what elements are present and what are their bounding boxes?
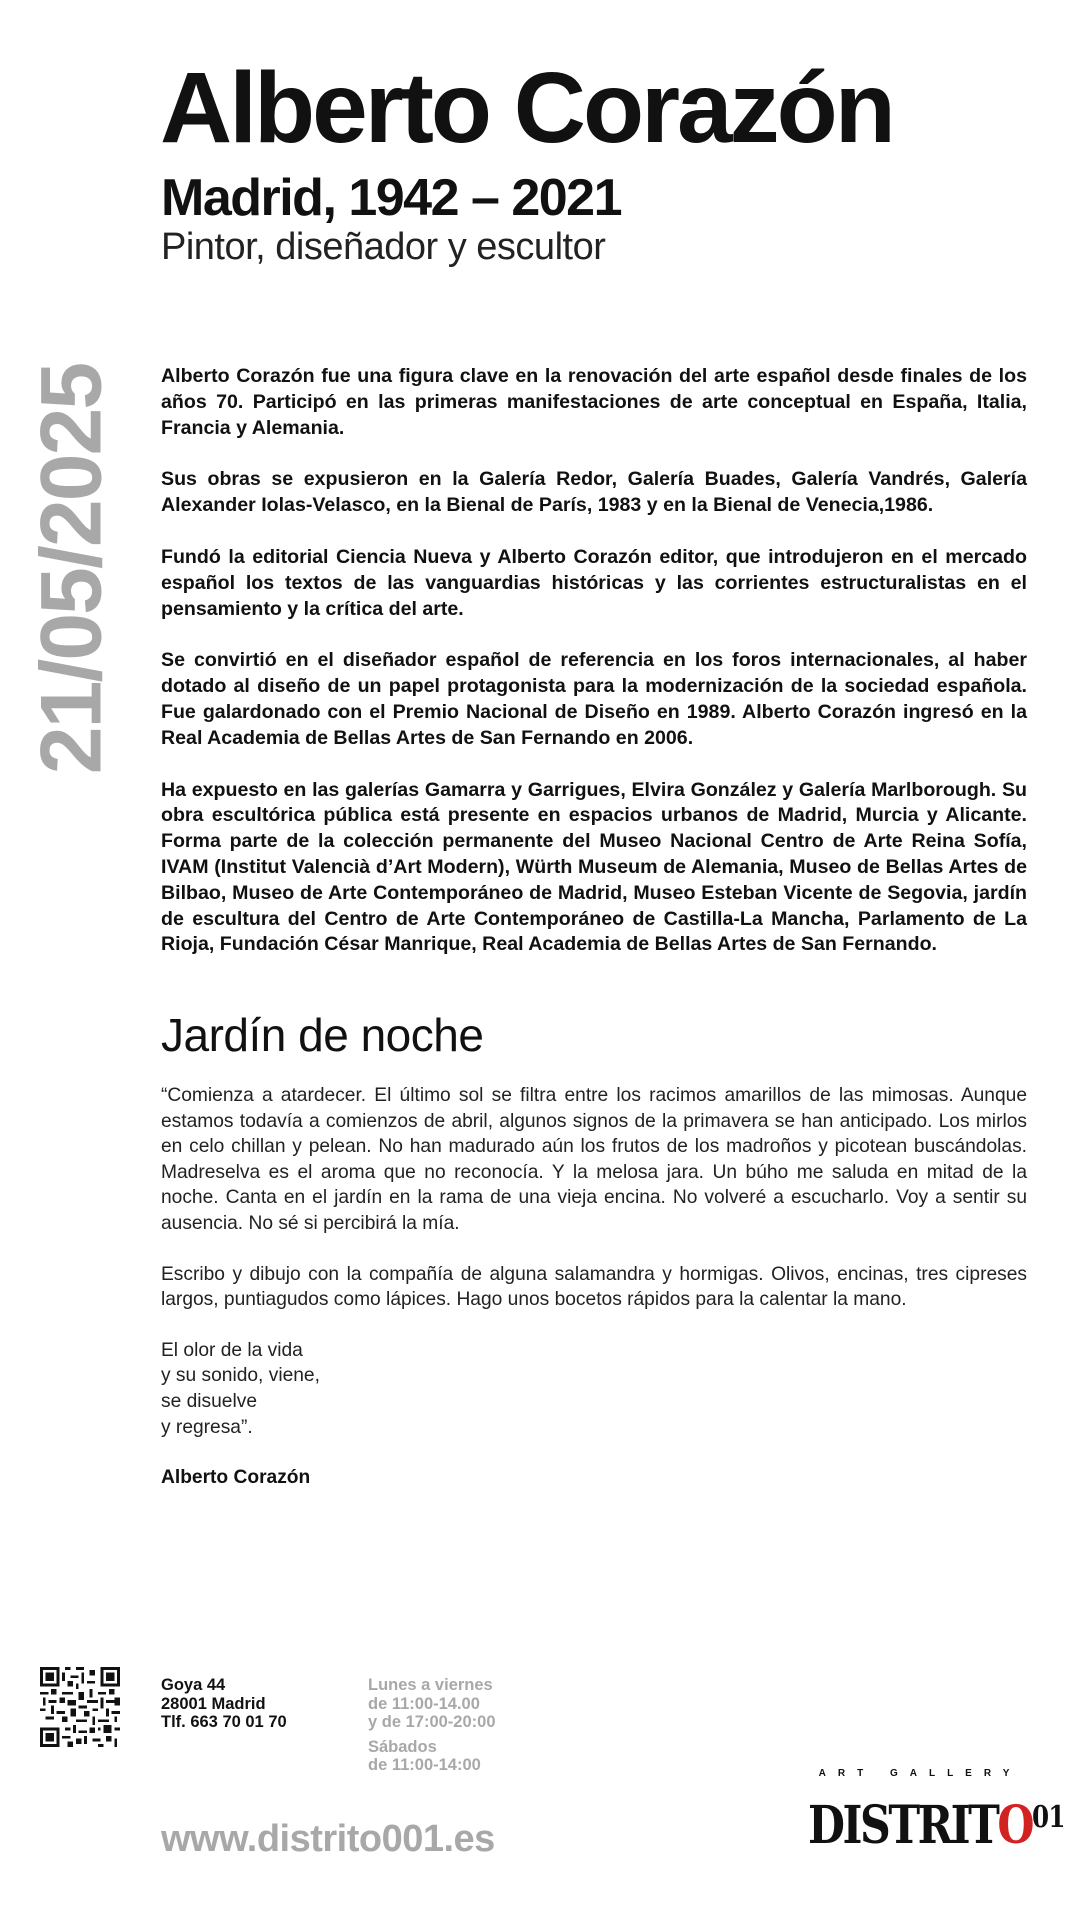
gallery-logo (808, 1768, 1065, 1860)
hours-line: y de 17:00-20:00 (368, 1713, 496, 1731)
bio-paragraph: Fundó la editorial Ciencia Nueva y Alberto Corazón editor, que introdujeron en el mercado español los textos de las vanguardias históricas y las corrientes estructuralistas en el pensamiento y la crítica del arte. (161, 545, 1027, 620)
hours-line: de 11:00-14:00 (368, 1756, 481, 1774)
verse-line: y su sonido, viene, (161, 1365, 320, 1387)
poem-text (161, 1083, 1027, 1516)
logo-wordmark (808, 1788, 1065, 1856)
logo-accent: O (997, 1795, 1033, 1856)
logo-tagline: ART GALLERY (818, 1768, 1022, 1779)
qr-code-icon[interactable] (40, 1667, 120, 1747)
poem-title: Jardín de noche (161, 1009, 484, 1061)
verse-line: El olor de la vida (161, 1339, 303, 1361)
bio-paragraph: Sus obras se expusieron en la Galería Redor, Galería Buades, Galería Vandrés, Galería Alexander Iolas-Velasco, en la Bienal de París, 1983 y en la Bienal de Venecia,1986. (161, 468, 1027, 517)
poem-verse (161, 1338, 1027, 1440)
logo-suffix: 01 (1032, 1800, 1065, 1835)
poem-paragraph: Escribo y dibujo con la compañía de alguna salamandra y hormigas. Olivos, encinas, tres cipreses largos, puntiagudos como lápices. Hago unos bocetos rápidos para la calentar la mano. (161, 1263, 1027, 1311)
artist-dates: Madrid, 1942 – 2021 (161, 169, 622, 227)
poem-paragraph: “Comienza a atardecer. El último sol se filtra entre los racimos amarillos de las mimosas. Aunque estamos todavía a comienzos de abril, algunos signos de la primavera se han anticipado. Los mirlos en celo chillan y pelean. No han madurado aún los frutos de los madroños y picotean buscándolas. Madreselva es el aroma que no reconocía. Y la melosa jara. Un búho me saluda en mitad de la noche. Canta en el jardín en la rama de una vieja encina. No volveré a escucharlo. Voy a sentir su ausencia. No sé si percibirá la mía. (161, 1085, 1027, 1234)
logo-text: DISTRIT (808, 1795, 998, 1856)
opening-hours (368, 1676, 496, 1775)
verse-line: y regresa”. (161, 1416, 253, 1438)
hours-line: de 11:00-14.00 (368, 1694, 480, 1713)
artist-role: Pintor, diseñador y escultor (161, 226, 606, 268)
bio-paragraph: Se convirtió en el diseñador español de referencia en los foros internacionales, al haber dotado al diseño de un papel protagonista para la modernización de la sociedad española. Fue galardonado con el Premio Nacional de Diseño en 1989. Alberto Corazón ingresó en la Real Academia de Bellas Artes de San Fernando en 2006. (161, 649, 1027, 749)
poem-author: Alberto Corazón (161, 1467, 311, 1489)
website-link[interactable]: www.distrito001.es (161, 1818, 495, 1860)
artist-name: Alberto Corazón (160, 52, 893, 164)
address-phone[interactable]: Tlf. 663 70 01 70 (161, 1713, 287, 1731)
biography (161, 364, 1027, 984)
hours-line: Sábados (368, 1737, 437, 1756)
bio-paragraph: Alberto Corazón fue una figura clave en la renovación del arte español desde finales de los años 70. Participó en las primeras manifestaciones de arte conceptual en España, Italia, Francia y Alemania. (161, 365, 1027, 439)
bio-paragraph: Ha expuesto en las galerías Gamarra y Garrigues, Elvira González y Galería Marlborough. Su obra escultórica pública está presente en espacios urbanos de Madrid, Murcia y Alicante. Forma parte de la colección permanente del Museo Nacional Centro de Arte Reina Sofía, IVAM (Institut Valencià d’Art Modern), Würth Museum de Alemania, Museo de Bellas Artes de Bilbao, Museo de Arte Contemporáneo de Madrid, Museo Esteban Vicente de Segovia, jardín de escultura del Centro de Arte Contemporáneo de Castilla-La Mancha, Parlamento de La Rioja, Fundación César Manrique, Real Academia de Bellas Artes de San Fernando. (161, 778, 1027, 956)
address-city: 28001 Madrid (161, 1694, 266, 1713)
gallery-address (161, 1676, 287, 1732)
exhibition-date: 21/05/2025 (23, 363, 120, 775)
address-street: Goya 44 (161, 1676, 226, 1694)
verse-line: se disuelve (161, 1390, 257, 1412)
hours-line: Lunes a viernes (368, 1676, 493, 1694)
